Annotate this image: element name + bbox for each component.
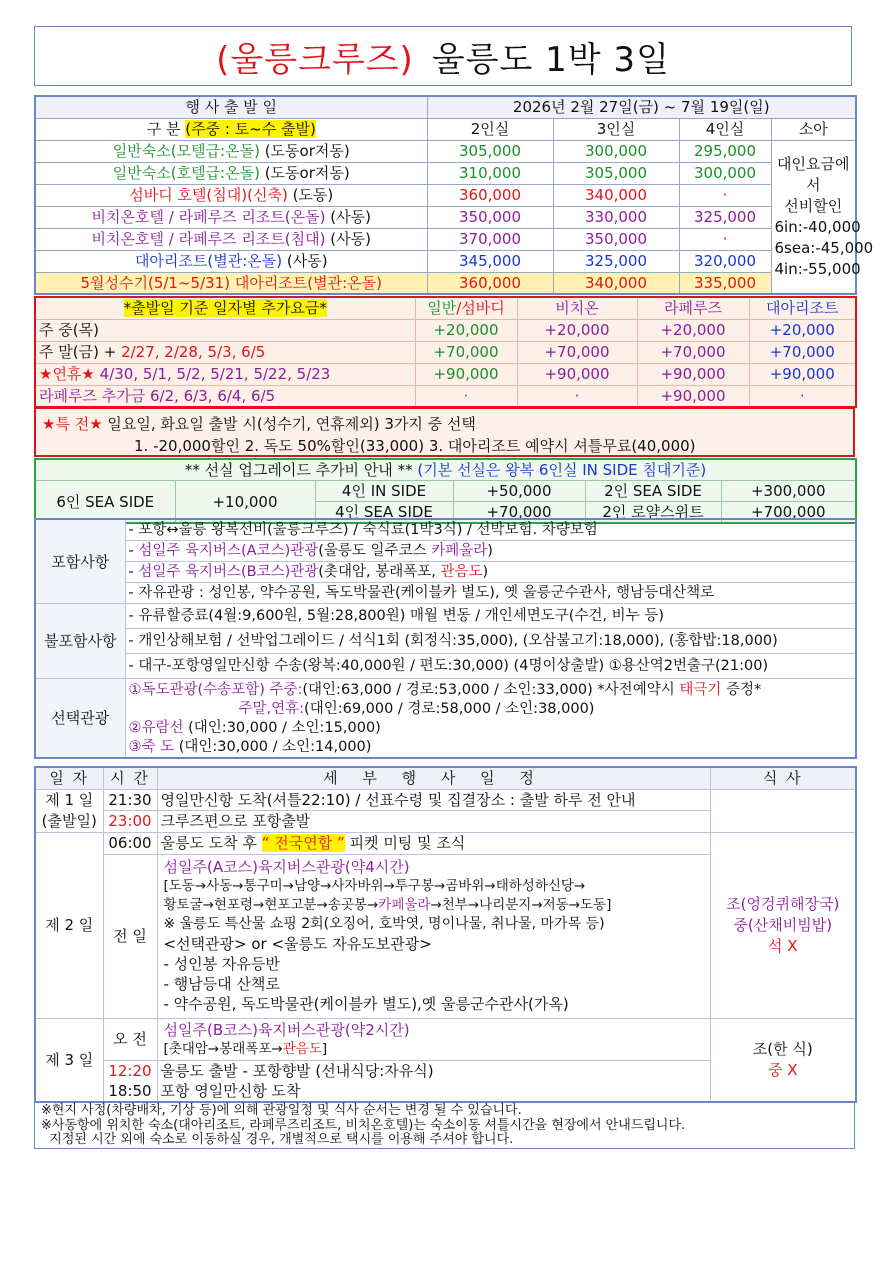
surcharge-label: 라페루즈 추가금 6/2, 6/3, 6/4, 6/5 [35, 385, 415, 407]
child-note-line: 선비할인 [784, 196, 843, 215]
notes-box [34, 1101, 855, 1149]
included-highlight: 관음도 [440, 564, 483, 580]
free-item: - 행남등대 산책로 [163, 974, 280, 993]
included-item: - 포항↔울릉 왕복선비(울릉크루즈) / 숙식료(1박3식) / 선박보험. 차량보험 [125, 519, 856, 541]
optional-tours [125, 679, 856, 759]
meal-breakfast: 조(한 식) [752, 1039, 813, 1058]
surcharge-dates: 2/27, 2/28, 5/3, 6/5 [121, 343, 266, 361]
excluded-item: - 대구-포항영일만신항 수송(왕복:40,000원 / 편도:30,000) (4명이상출발) ①용산역2번출구(21:00) [125, 654, 856, 679]
schedule-cell [157, 1018, 710, 1060]
surcharge-col-beachon: 비치온 [517, 297, 637, 319]
time-cell: 21:30 [103, 789, 157, 811]
time-cell: 06:00 [103, 832, 157, 854]
optional-title: 주말,연휴: [238, 701, 305, 717]
upgrade-title-cell [35, 459, 856, 481]
surcharge-col-general [415, 297, 517, 319]
surcharge-col-daea: 대아리조트 [749, 297, 856, 319]
excluded-item: - 개인상해보험 / 선박업그레이드 / 석식1회 (회정식:35,000), (오삼불고기:18,000), (홍합밥:18,000) [125, 629, 856, 654]
optional-tour-jukdo [129, 738, 853, 757]
schedule-cell [157, 854, 710, 1018]
price-cell: · [679, 184, 771, 206]
schedule-cell [157, 832, 710, 854]
lodging-label: 섬바디 호텔(침대)(신축) [129, 186, 288, 204]
col-2p: 2인실 [427, 118, 553, 140]
division-label: 구 분 [146, 120, 181, 138]
optional-title: ③죽 도 [128, 739, 175, 755]
special-benefit-box [34, 407, 855, 457]
surcharge-label-text: ★연휴★ [39, 365, 100, 383]
surcharge-title-cell [35, 297, 415, 319]
day3-row [35, 1018, 856, 1060]
lodging-location: (사동) [282, 252, 328, 270]
cabin-upgrade-table [34, 458, 857, 524]
price-cell: 340,000 [553, 184, 679, 206]
optional-gift: 태극기 [679, 682, 722, 698]
price-cell: 300,000 [553, 140, 679, 162]
excluded-row [35, 604, 856, 629]
price-cell: 310,000 [427, 162, 553, 184]
meal-lunch: 중 X [767, 1060, 798, 1079]
surcharge-cell: +20,000 [749, 319, 856, 341]
route-part: [촛대암→봉래폭포→ [163, 1040, 283, 1057]
route-highlight: 카페울라 [378, 896, 431, 913]
col-sombody: /섬바디 [456, 299, 505, 318]
time-cell: 전 일 [103, 854, 157, 1018]
surcharge-cell: +90,000 [415, 363, 517, 385]
child-note-line: 대인요금에서 [777, 154, 850, 194]
included-course: 섬일주 육지버스(B코스)관광 [138, 564, 319, 580]
day3-label: 제 3 일 [35, 1018, 103, 1102]
child-note-line: 6sea:-45,000 [774, 238, 874, 257]
note-line: ※현지 사정(차량배차, 기상 등)에 의해 관광일정 및 식사 순서는 변경 될 수 있습니다. [41, 1103, 522, 1118]
surcharge-cell: +90,000 [749, 363, 856, 385]
price-row [35, 162, 856, 184]
optional-tour-dokdo-weekend [129, 700, 853, 719]
meal-dinner: 석 X [767, 936, 798, 955]
time-cell: 23:00 [103, 811, 157, 833]
included-detail: (촛대암, 봉래폭포, [318, 564, 441, 580]
lodging-name [35, 162, 427, 184]
departure-row [35, 96, 856, 118]
optional-tour-dokdo [129, 681, 853, 700]
optional-title: ①독도관광(수송포함) 주중: [128, 682, 303, 698]
lodging-name: 5월성수기(5/1~5/31) 대아리조트(별관:온돌) [35, 272, 427, 294]
upgrade-label: 4인 IN SIDE [315, 481, 453, 502]
surcharge-label [35, 341, 415, 363]
lodging-name [35, 184, 427, 206]
price-cell: · [679, 228, 771, 250]
surcharge-label [35, 363, 415, 385]
price-cell: 325,000 [679, 206, 771, 228]
lodging-location: (사동) [325, 230, 371, 248]
price-cell: 305,000 [427, 140, 553, 162]
day1-label [35, 789, 103, 832]
excluded-label: 불포함사항 [35, 604, 125, 679]
lodging-name [35, 206, 427, 228]
price-cell: 305,000 [553, 162, 679, 184]
special-condition: 일요일, 화요일 출발 시(성수기, 연휴제외) 3가지 중 선택 [102, 415, 476, 433]
course-b-title: 섬일주(B코스)육지버스관광(약2시간) [163, 1020, 410, 1039]
col-4p: 4인실 [679, 118, 771, 140]
title-main: 울릉도 1박 3일 [431, 39, 670, 80]
header-time: 시 간 [103, 767, 157, 789]
lodging-label: 비치온호텔 / 라페루즈 리조트(온돌) [91, 208, 326, 226]
included-course: 섬일주 육지버스(A코스)관광 [138, 543, 319, 559]
day-label: 제 1 일 [45, 790, 94, 809]
header-day: 일 자 [35, 767, 103, 789]
upgrade-label: 2인 로얄스위트 [585, 502, 721, 524]
lodging-location: (도동or저동) [259, 142, 350, 160]
excluded-item: - 유류할증료(4월:9,600원, 5월:28,800원) 매월 변동 / 개인세면도구(수건, 비누 등) [125, 604, 856, 629]
lodging-label: 일반숙소(호텔급:온돌) [112, 164, 260, 182]
upgrade-price: +70,000 [453, 502, 585, 524]
col-general: 일반 [427, 299, 457, 318]
surcharge-label-text: 주 말(금) + [39, 343, 122, 361]
upgrade-price: +700,000 [721, 502, 856, 524]
day3-meals [710, 1018, 856, 1102]
optional-price: (대인:63,000 / 경로:53,000 / 소인:33,000) *사전예약시 [302, 682, 680, 698]
optional-tour-cruise [129, 719, 853, 738]
surcharge-row [35, 363, 856, 385]
price-cell: 295,000 [679, 140, 771, 162]
depart-dates: 2026년 2월 27일(금) ~ 7월 19일(일) [427, 96, 856, 118]
price-cell: 335,000 [679, 272, 771, 294]
route-part: ] [321, 1040, 328, 1057]
time-cell: 오 전 [103, 1018, 157, 1060]
schedule-cell: 울릉도 출발 - 포항향발 (선내식당:자유식) [157, 1060, 710, 1081]
included-detail-end: ) [482, 564, 489, 580]
upgrade-price: +300,000 [721, 481, 856, 502]
surcharge-cell: +90,000 [637, 363, 749, 385]
included-detail-end: ) [487, 543, 493, 559]
schedule-cell: 포항 영일만신항 도착 [157, 1081, 710, 1102]
child-note-line: 6in:-40,000 [774, 217, 861, 236]
meal-cell [710, 789, 856, 832]
day2-label: 제 2 일 [35, 832, 103, 1018]
included-detail: (울릉도 일주코스 [318, 543, 432, 559]
free-item: - 성인봉 자유등반 [163, 954, 280, 973]
included-item: - 자유관광 : 성인봉, 약수공원, 독도박물관(케이블카 별도), 옛 울릉군수관사, 행남등대산책로 [125, 583, 856, 604]
lodging-name [35, 140, 427, 162]
lodging-label: 일반숙소(모텔급:온돌) [112, 142, 260, 160]
surcharge-cell: +70,000 [415, 341, 517, 363]
day-sub: (출발일) [41, 811, 97, 830]
optional-price: (대인:30,000 / 소인:15,000) [183, 720, 381, 736]
price-row [35, 184, 856, 206]
price-row [35, 140, 856, 162]
surcharge-label: 주 중(목) [35, 319, 415, 341]
price-cell: 350,000 [427, 206, 553, 228]
schedule-text: 울릉도 도착 후 [160, 834, 262, 852]
price-cell: 370,000 [427, 228, 553, 250]
child-discount-note [771, 140, 874, 294]
optional-label: 선택관광 [35, 679, 125, 759]
upgrade-label: 6인 SEA SIDE [35, 481, 175, 524]
lodging-label: 비치온호텔 / 라페루즈 리조트(침대) [91, 230, 326, 248]
free-item: - 약수공원, 독도박물관(케이블카 별도),옛 울릉군수관사(가옥) [163, 994, 569, 1013]
special-label: ★특 전★ [42, 415, 103, 433]
upgrade-label: 2인 SEA SIDE [585, 481, 721, 502]
optional-or-free: <선택관광> or <울릉도 자유도보관광> [163, 934, 432, 953]
surcharge-cell: +70,000 [749, 341, 856, 363]
surcharge-col-laperouse: 라페루즈 [637, 297, 749, 319]
col-child: 소아 [771, 118, 856, 140]
surcharge-header [35, 297, 856, 319]
upgrade-label: 4인 SEA SIDE [315, 502, 453, 524]
optional-title: ②유람선 [128, 720, 184, 736]
day2-row [35, 832, 856, 854]
optional-row [35, 679, 856, 759]
meal-lunch: 중(산채비빔밥) [733, 915, 833, 934]
surcharge-table [34, 296, 857, 408]
surcharge-title: *출발일 기준 일자별 추가요금* [123, 299, 327, 318]
upgrade-price: +10,000 [175, 481, 315, 524]
price-row [35, 206, 856, 228]
title-brand: (울릉크루즈) [216, 39, 414, 80]
upgrade-title-row [35, 459, 856, 481]
surcharge-cell: +90,000 [517, 363, 637, 385]
price-row [35, 250, 856, 272]
surcharge-row [35, 385, 856, 407]
price-table [34, 95, 874, 295]
depart-label: 행 사 출 발 일 [35, 96, 427, 118]
surcharge-cell: +70,000 [637, 341, 749, 363]
upgrade-note: (기본 선실은 왕복 6인실 IN SIDE 침대기준) [417, 461, 707, 479]
upgrade-price: +50,000 [453, 481, 585, 502]
division-note: (주중 : 토~수 출발) [185, 120, 316, 138]
picket-name: “ 전국연합 ” [261, 834, 345, 852]
course-b-route [164, 1040, 704, 1059]
included-label: 포함사항 [35, 519, 125, 604]
page-title [34, 26, 852, 86]
surcharge-cell: +20,000 [637, 319, 749, 341]
lodging-name [35, 250, 427, 272]
surcharge-cell: · [517, 385, 637, 407]
price-cell: 325,000 [553, 250, 679, 272]
col-3p: 3인실 [553, 118, 679, 140]
terms-table [34, 518, 857, 759]
day2-meals [710, 832, 856, 1018]
price-cell: 360,000 [427, 272, 553, 294]
surcharge-dates: 4/30, 5/1, 5/2, 5/21, 5/22, 5/23 [99, 365, 331, 383]
price-cell: 330,000 [553, 206, 679, 228]
price-cell: 360,000 [427, 184, 553, 206]
course-a-route [164, 896, 704, 915]
optional-price: (대인:30,000 / 소인:14,000) [174, 739, 372, 755]
note-line: ※사동항에 위치한 숙소(대아리조트, 라페루즈리조트, 비치온호텔)는 숙소이동 셔틀시간을 현장에서 안내드립니다. [41, 1117, 686, 1133]
note-line: 지정된 시간 외에 숙소로 이동하실 경우, 개별적으로 택시를 이용해 주셔야 합니다. [41, 1132, 514, 1147]
price-cell: 300,000 [679, 162, 771, 184]
lodging-location: (도동or저동) [259, 164, 350, 182]
division-header [35, 118, 427, 140]
itinerary-table [34, 766, 857, 1103]
included-highlight: 카페울라 [431, 543, 488, 559]
surcharge-cell: +90,000 [637, 385, 749, 407]
time-cell: 12:20 [103, 1060, 157, 1081]
surcharge-row [35, 319, 856, 341]
route-part: →천부→나리분지→저동→도동] [430, 896, 612, 913]
bullet: - [128, 564, 139, 580]
surcharge-cell: +20,000 [415, 319, 517, 341]
course-a-route: [도동→사동→통구미→남양→사자바위→투구봉→곰바위→태하성하신당→ [163, 877, 586, 894]
itinerary-header [35, 767, 856, 789]
special-options: 1. -20,000할인 2. 독도 50%할인(33,000) 3. 대아리조트 예약시 셔틀무료(40,000) [134, 437, 696, 455]
included-row [35, 519, 856, 541]
surcharge-cell: +20,000 [517, 319, 637, 341]
schedule-text: 피켓 미팅 및 조식 [344, 834, 466, 852]
surcharge-row [35, 341, 856, 363]
bullet: - [128, 543, 139, 559]
upgrade-title: ** 선실 업그레이드 추가비 안내 ** [184, 461, 418, 479]
schedule-cell: 영일만신항 도착(셔틀22:10) / 선표수령 및 집결장소 : 출발 하루 전 안내 [157, 789, 710, 811]
child-note-line: 4in:-55,000 [774, 259, 861, 278]
surcharge-cell: · [415, 385, 517, 407]
shopping-note: ※ 울릉도 특산물 쇼핑 2회(오징어, 호박엿, 명이나물, 취나물, 마가목 등) [163, 915, 605, 932]
schedule-cell: 크루즈편으로 포항출발 [157, 811, 710, 833]
header-meal: 식 사 [710, 767, 856, 789]
price-cell: 350,000 [553, 228, 679, 250]
header-detail: 세 부 행 사 일 정 [157, 767, 710, 789]
special-line-1 [42, 413, 476, 434]
surcharge-cell: · [749, 385, 856, 407]
day1-row [35, 789, 856, 811]
included-item [125, 562, 856, 583]
price-cell: 345,000 [427, 250, 553, 272]
included-item [125, 541, 856, 562]
price-cell: 340,000 [553, 272, 679, 294]
lodging-location: (도동) [287, 186, 334, 204]
upgrade-row [35, 481, 856, 502]
route-highlight: 관음도 [282, 1040, 322, 1057]
surcharge-cell: +70,000 [517, 341, 637, 363]
route-part: 황토굴→현포령→현포고분→송곳봉→ [163, 896, 379, 913]
optional-gift-end: 증정* [721, 682, 762, 698]
lodging-name [35, 228, 427, 250]
optional-price: (대인:69,000 / 경로:58,000 / 소인:38,000) [304, 701, 595, 717]
price-row [35, 228, 856, 250]
lodging-location: (사동) [325, 208, 371, 226]
lodging-label: 대아리조트(별관:온돌) [134, 252, 283, 270]
meal-breakfast: 조(엉겅퀴해장국) [726, 894, 840, 913]
price-row [35, 272, 856, 294]
time-cell: 18:50 [103, 1081, 157, 1102]
price-cell: 320,000 [679, 250, 771, 272]
price-header-row [35, 118, 856, 140]
course-a-title: 섬일주(A코스)육지버스관광(약4시간) [163, 857, 410, 876]
